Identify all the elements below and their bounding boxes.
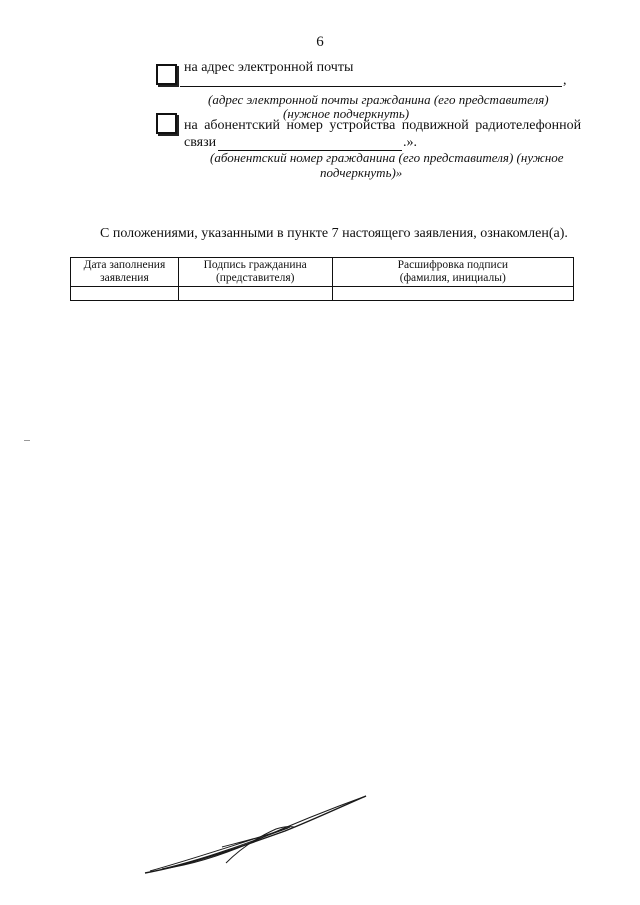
email-note-line-1: (адрес электронной почты гражданина (его представителя): [208, 92, 549, 107]
signature-table-header: [71, 258, 574, 287]
signature-cell[interactable]: [178, 287, 332, 301]
signature-decoding-header: Расшифровка подписи (фамилия, инициалы): [332, 258, 573, 287]
phone-option-checkbox[interactable]: [156, 113, 177, 134]
email-option-label: на адрес электронной почты: [184, 60, 354, 75]
phone-note-line-2: подчеркнуть)»: [320, 165, 403, 180]
handwritten-signature: [130, 785, 380, 885]
date-cell[interactable]: [71, 287, 179, 301]
page-number: 6: [316, 34, 324, 50]
email-option-checkbox[interactable]: [156, 64, 177, 85]
phone-option-label-cont: связи: [184, 135, 217, 150]
signature-decoding-cell[interactable]: [332, 287, 573, 301]
acknowledgement-text: С положениями, указанными в пункте 7 настоящего заявления, ознакомлен(а).: [100, 226, 568, 241]
email-note-line-2: (нужное подчеркнуть): [283, 106, 410, 121]
signature-table: [70, 257, 574, 301]
email-line-end: ,: [563, 73, 567, 88]
date-header: Дата заполнения заявления: [71, 258, 179, 287]
signature-header: Подпись гражданина (представителя): [178, 258, 332, 287]
table-row: [71, 287, 574, 301]
phone-line-end: .».: [403, 135, 417, 150]
scan-mark: [24, 440, 30, 441]
phone-option-label: на абонентский номер устройства подвижной радиотелефонной: [184, 118, 582, 133]
phone-note-line-1: (абонентский номер гражданина (его представителя) (нужное: [210, 150, 564, 165]
email-address-line[interactable]: [180, 86, 562, 87]
